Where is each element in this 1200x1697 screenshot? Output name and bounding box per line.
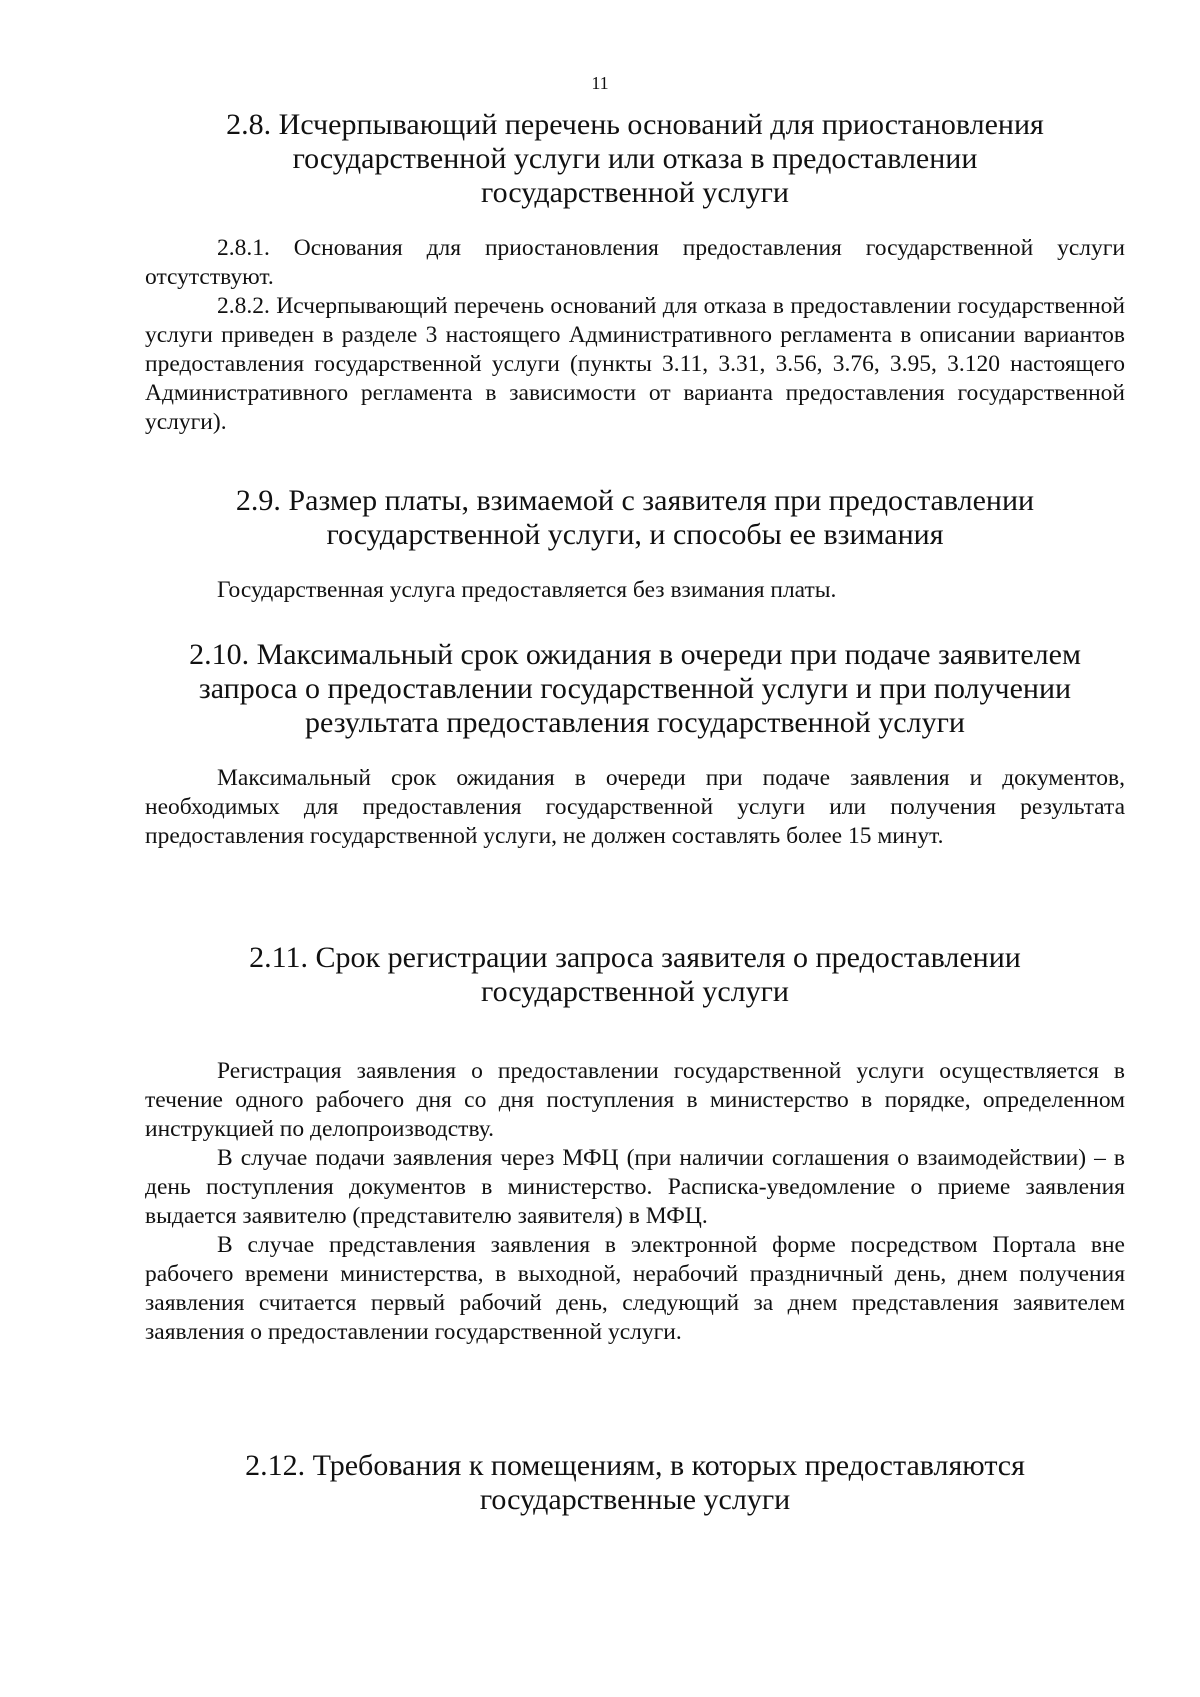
paragraph: 2.8.2. Исчерпывающий перечень оснований для отказа в предоставлении государственной услуги приведен в разделе 3 настоящего Административного регламента в описании вариантов предоставления государственной услуги (пункты 3.11, 3.31, 3.56, 3.76, 3.95, 3.120 настоящего Административного регламента в зависимости от варианта предоставления государственной услуги).	[145, 293, 1125, 435]
section-heading: 2.12. Требования к помещениям, в которых предоставляются государственные услуги	[245, 1449, 1025, 1516]
section-2-8	[145, 108, 1125, 437]
paragraph: Регистрация заявления о предоставлении государственной услуги осуществляется в течение одного рабочего дня со дня поступления в министерство в порядке, определенном инструкцией по делопроизводству.	[145, 1058, 1125, 1142]
paragraph: Максимальный срок ожидания в очереди при подаче заявления и документов, необходимых для предоставления государственной услуги или получения результата предоставления государственной услуги, не должен составлять более 15 минут.	[145, 765, 1125, 849]
section-heading: 2.8. Исчерпывающий перечень оснований для приостановления государственной услуги или отказа в предоставлении государственной услуги	[226, 108, 1044, 209]
paragraph: В случае представления заявления в электронной форме посредством Портала вне рабочего времени министерства, в выходной, нерабочий праздничный день, днем получения заявления считается первый рабочий день, следующий за днем представления заявителем заявления о предоставлении государственной услуги.	[145, 1232, 1125, 1345]
section-heading: 2.10. Максимальный срок ожидания в очереди при подаче заявителем запроса о предоставлении государственной услуги и при получении результата предоставления государственной услуги	[189, 638, 1081, 739]
section-2-10	[145, 638, 1125, 851]
section-2-9	[145, 484, 1125, 605]
section-2-12	[145, 1449, 1125, 1517]
section-heading: 2.9. Размер платы, взимаемой с заявителя при предоставлении государственной услуги, и способы ее взимания	[235, 484, 1035, 551]
paragraph: В случае подачи заявления через МФЦ (при наличии соглашения о взаимодействии) – в день поступления документов в министерство. Расписка-уведомление о приеме заявления выдается заявителю (представителю заявителя) в МФЦ.	[145, 1145, 1125, 1229]
section-heading: 2.11. Срок регистрации запроса заявителя о предоставлении государственной услуги	[249, 941, 1021, 1008]
paragraph: Государственная услуга предоставляется без взимания платы.	[217, 577, 837, 603]
section-2-11	[145, 941, 1125, 1347]
page-number: 11	[591, 73, 609, 93]
paragraph: 2.8.1. Основания для приостановления предоставления государственной услуги отсутствуют.	[145, 235, 1125, 290]
